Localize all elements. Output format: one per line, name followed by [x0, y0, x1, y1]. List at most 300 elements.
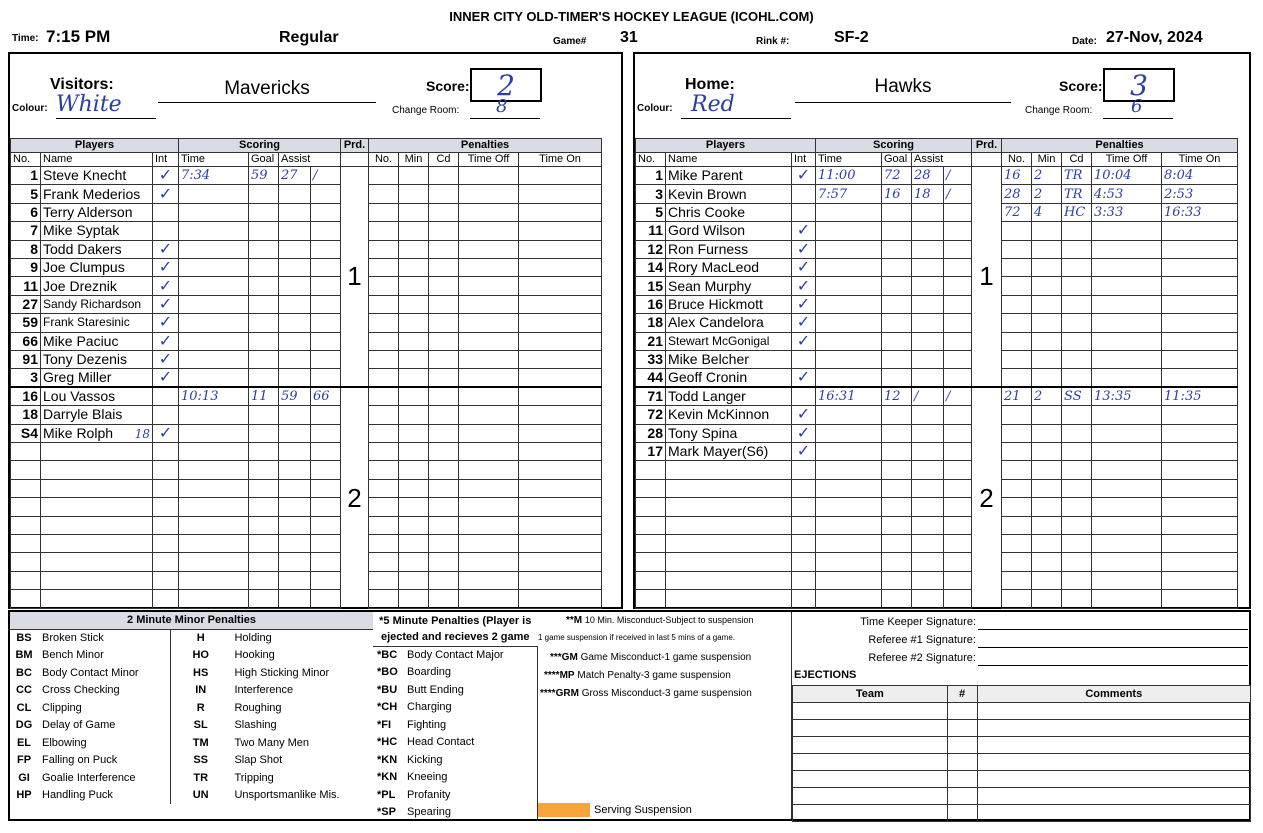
minor-code: TM [192, 736, 209, 749]
major-name: Profanity [403, 786, 538, 804]
visitors-col-goal: Goal [249, 153, 279, 167]
visitors-scoring-time [179, 443, 249, 461]
home-scoring-time: 16:31 [816, 387, 882, 406]
visitors-scoring-goal [249, 571, 279, 589]
home-player-name: Kevin McKinnon [666, 406, 792, 424]
visitors-penalty-on [519, 516, 602, 534]
home-penalty-no: 21 [1002, 387, 1032, 406]
home-score-label: Score: [1059, 78, 1103, 94]
home-penalty-min [1032, 350, 1062, 368]
visitors-header-scoring: Scoring [179, 139, 341, 153]
home-col-no: No. [636, 153, 666, 167]
home-penalty-off [1092, 443, 1162, 461]
visitors-scoring-time [179, 479, 249, 497]
visitors-scoring-goal [249, 369, 279, 388]
home-scoring-time [816, 332, 882, 350]
visitors-player-int [153, 387, 179, 406]
ejections-table [792, 685, 1251, 822]
home-player-name [666, 479, 792, 497]
visitors-player-int [153, 203, 179, 221]
visitors-penalty-min [399, 571, 429, 589]
visitors-scoring-time [179, 350, 249, 368]
minor-name: Two Many Men [234, 736, 310, 749]
visitors-player-name [41, 516, 153, 534]
home-player-int: ✓ [792, 167, 816, 185]
visitors-penalty-min [399, 461, 429, 479]
home-penalty-on: 11:35 [1162, 387, 1238, 406]
home-penalty-cd [1062, 498, 1092, 516]
visitors-scoring-time [179, 258, 249, 276]
home-player-no [636, 590, 666, 608]
home-player-int [792, 387, 816, 406]
home-penalty-on [1162, 590, 1238, 608]
visitors-header-players: Players [11, 139, 179, 153]
home-penalty-no [1002, 369, 1032, 388]
visitors-penalty-min [399, 498, 429, 516]
home-penalty-cd [1062, 516, 1092, 534]
home-scoring-goal: 72 [882, 167, 912, 185]
home-penalty-on [1162, 553, 1238, 571]
visitors-player-int: ✓ [153, 277, 179, 295]
minor-name: Cross Checking [38, 682, 170, 700]
home-team-name: Hawks [874, 76, 932, 97]
visitors-penalty-min [399, 479, 429, 497]
visitors-penalty-no [369, 553, 399, 571]
home-player-int: ✓ [792, 406, 816, 424]
home-penalty-min: 2 [1032, 185, 1062, 203]
visitors-penalty-no [369, 443, 399, 461]
visitors-scoring-a2 [311, 295, 341, 313]
home-player-name [666, 571, 792, 589]
visitors-col-cd: Cd [429, 153, 459, 167]
visitors-scoring-a1 [279, 406, 311, 424]
major-name: Boarding [403, 664, 538, 682]
home-scoring-goal: 16 [882, 185, 912, 203]
visitors-scoring-goal [249, 277, 279, 295]
visitors-penalty-no [369, 535, 399, 553]
major-code: *BO [377, 666, 398, 679]
visitors-penalty-on [519, 185, 602, 203]
home-penalty-on [1162, 571, 1238, 589]
visitors-penalty-off [459, 461, 519, 479]
minor-name: High Sticking Minor [234, 666, 330, 679]
home-panel [633, 52, 1251, 609]
home-player-name: Mike Parent [666, 167, 792, 185]
visitors-penalty-cd [429, 590, 459, 608]
major-code: *BC [377, 649, 398, 661]
visitors-penalty-on [519, 222, 602, 240]
home-penalty-no [1002, 258, 1032, 276]
visitors-player-name: Todd Dakers [41, 240, 153, 258]
visitors-penalty-min [399, 185, 429, 203]
visitors-penalty-cd [429, 222, 459, 240]
visitors-scoring-a2 [311, 222, 341, 240]
visitors-scoring-a1 [279, 295, 311, 313]
visitors-scoring-a2 [311, 314, 341, 332]
visitors-penalty-off [459, 258, 519, 276]
home-penalty-min [1032, 553, 1062, 571]
visitors-scoring-a2 [311, 369, 341, 388]
home-player-name: Chris Cooke [666, 203, 792, 221]
home-scoring-a2 [944, 222, 972, 240]
visitors-penalty-min [399, 424, 429, 442]
visitors-penalty-off [459, 350, 519, 368]
home-penalty-on: 2:53 [1162, 185, 1238, 203]
visitors-scoring-a2 [311, 406, 341, 424]
home-player-no: 21 [636, 332, 666, 350]
home-penalty-cd: HC [1062, 203, 1092, 221]
rink-label: Rink #: [756, 36, 790, 47]
visitors-scoring-goal [249, 406, 279, 424]
visitors-player-name [41, 461, 153, 479]
home-penalty-off [1092, 479, 1162, 497]
home-penalty-no [1002, 479, 1032, 497]
visitors-scoring-time [179, 424, 249, 442]
visitors-scoring-a1 [279, 369, 311, 388]
visitors-scoring-a1 [279, 571, 311, 589]
visitors-scoring-goal [249, 590, 279, 608]
visitors-scoring-goal [249, 443, 279, 461]
visitors-player-name: Mike Rolph 18 [41, 424, 153, 442]
home-player-no: 33 [636, 350, 666, 368]
visitors-penalty-off [459, 314, 519, 332]
home-penalty-on [1162, 277, 1238, 295]
home-penalty-cd [1062, 461, 1092, 479]
visitors-scoring-a1 [279, 203, 311, 221]
home-scoring-a2 [944, 590, 972, 608]
visitors-scoring-a1 [279, 240, 311, 258]
home-grid [635, 138, 1238, 609]
visitors-player-int [153, 479, 179, 497]
game-number-label: Game# [553, 36, 587, 47]
home-penalty-min [1032, 571, 1062, 589]
minor-name: Hooking [234, 649, 275, 662]
visitors-player-name [41, 535, 153, 553]
visitors-scoring-a2 [311, 277, 341, 295]
minor-code: BS [16, 632, 32, 644]
home-scoring-a1 [912, 332, 944, 350]
home-penalty-min [1032, 369, 1062, 388]
visitors-penalty-cd [429, 350, 459, 368]
home-player-int [792, 571, 816, 589]
visitors-penalty-no [369, 479, 399, 497]
ejection-cell [793, 788, 948, 805]
visitors-penalty-on [519, 350, 602, 368]
home-player-int: ✓ [792, 240, 816, 258]
home-scoring-time: 7:57 [816, 185, 882, 203]
visitors-penalty-on [519, 479, 602, 497]
home-scoring-goal [882, 553, 912, 571]
visitors-scoring-time [179, 461, 249, 479]
visitors-col-time_on: Time On [519, 153, 602, 167]
visitors-player-no: 91 [11, 350, 41, 368]
visitors-penalty-no [369, 185, 399, 203]
visitors-penalty-no [369, 277, 399, 295]
visitors-player-int [153, 590, 179, 608]
home-scoring-goal [882, 590, 912, 608]
visitors-scoring-a1: 59 [279, 387, 311, 406]
home-player-no [636, 553, 666, 571]
home-penalty-min [1032, 498, 1062, 516]
home-score: 3 [1130, 69, 1148, 102]
game-misconduct-code: ***GM [550, 652, 578, 663]
minor-code: BC [16, 666, 32, 679]
ejection-cell [793, 737, 948, 754]
home-penalty-no: 16 [1002, 167, 1032, 185]
home-penalty-on [1162, 498, 1238, 516]
visitors-penalty-off [459, 479, 519, 497]
visitors-player-name: Sandy Richardson [41, 295, 153, 313]
home-penalty-off: 10:04 [1092, 167, 1162, 185]
header [0, 0, 1263, 52]
minor-code: SS [193, 754, 209, 767]
visitors-scoring-goal [249, 240, 279, 258]
home-penalty-no [1002, 443, 1032, 461]
home-room-label: Change Room: [1025, 105, 1093, 116]
home-player-int: ✓ [792, 295, 816, 313]
home-player-no: 16 [636, 295, 666, 313]
visitors-penalty-min [399, 240, 429, 258]
home-penalty-off: 13:35 [1092, 387, 1162, 406]
home-player-name: Alex Candelora [666, 314, 792, 332]
home-player-no: 15 [636, 277, 666, 295]
major-code: *KN [377, 753, 398, 766]
visitors-scoring-a1 [279, 553, 311, 571]
minor-code: TR [193, 771, 209, 784]
visitors-player-name [41, 443, 153, 461]
home-penalty-no [1002, 332, 1032, 350]
misconduct-note: 1 game suspension if received in last 5 mins of a game. [538, 633, 735, 642]
visitors-penalty-no [369, 498, 399, 516]
major-name: Head Contact [403, 734, 538, 752]
home-scoring-goal [882, 258, 912, 276]
minor-name: Bench Minor [38, 647, 170, 665]
minor-code: HO [192, 649, 209, 662]
ejection-cell [977, 771, 1250, 788]
visitors-grid [10, 138, 602, 609]
visitors-penalty-cd [429, 553, 459, 571]
visitors-player-int: ✓ [153, 314, 179, 332]
minor-name: Interference [234, 684, 294, 697]
major-name: Fighting [403, 716, 538, 734]
visitors-penalty-off [459, 222, 519, 240]
home-scoring-a1 [912, 406, 944, 424]
visitors-scoring-a2: 66 [311, 387, 341, 406]
home-player-name [666, 498, 792, 516]
home-scoring-a2 [944, 258, 972, 276]
legend [8, 610, 1251, 821]
home-player-no [636, 479, 666, 497]
home-scoring-a1 [912, 369, 944, 388]
home-penalty-min [1032, 479, 1062, 497]
visitors-player-no: 1 [11, 167, 41, 185]
visitors-player-int [153, 406, 179, 424]
visitors-penalty-off [459, 240, 519, 258]
home-scoring-time [816, 571, 882, 589]
home-penalty-cd [1062, 314, 1092, 332]
home-penalty-cd [1062, 222, 1092, 240]
visitors-label: Visitors: [50, 76, 114, 93]
visitors-penalty-off [459, 553, 519, 571]
minor-name: Clipping [38, 699, 170, 717]
home-player-int [792, 516, 816, 534]
game-number: 31 [620, 29, 638, 46]
visitors-penalty-no [369, 350, 399, 368]
home-player-name [666, 535, 792, 553]
home-penalty-off [1092, 461, 1162, 479]
majors-title-2: ejected and recieves 2 game [373, 629, 538, 646]
home-col-int: Int [792, 153, 816, 167]
home-scoring-a1 [912, 203, 944, 221]
home-penalty-off [1092, 369, 1162, 388]
home-scoring-a1 [912, 571, 944, 589]
ejection-cell [977, 805, 1250, 822]
visitors-penalty-off [459, 516, 519, 534]
visitors-penalty-cd [429, 571, 459, 589]
home-scoring-goal [882, 571, 912, 589]
ejection-cell [947, 788, 977, 805]
visitors-scoring-goal [249, 314, 279, 332]
visitors-penalty-cd [429, 479, 459, 497]
visitors-penalty-no [369, 332, 399, 350]
visitors-scoring-goal [249, 185, 279, 203]
home-penalty-off [1092, 222, 1162, 240]
home-scoring-time [816, 406, 882, 424]
visitors-penalty-no [369, 387, 399, 406]
visitors-scoring-a1 [279, 222, 311, 240]
ejection-cell [977, 754, 1250, 771]
home-penalty-no [1002, 277, 1032, 295]
home-player-int [792, 590, 816, 608]
visitors-player-int: ✓ [153, 332, 179, 350]
home-scoring-time [816, 590, 882, 608]
misconduct-code: **M [566, 615, 583, 626]
home-scoring-a2 [944, 461, 972, 479]
visitors-scoring-time [179, 590, 249, 608]
visitors-scoring-time [179, 498, 249, 516]
home-col-time_off: Time Off [1092, 153, 1162, 167]
home-scoring-goal [882, 295, 912, 313]
visitors-scoring-goal [249, 203, 279, 221]
home-scoring-a1 [912, 258, 944, 276]
visitors-penalty-on [519, 424, 602, 442]
home-penalty-min: 4 [1032, 203, 1062, 221]
home-scoring-a1: 28 [912, 167, 944, 185]
visitors-player-name: Greg Miller [41, 369, 153, 388]
visitors-col-time: Time [179, 153, 249, 167]
minor-name: Broken Stick [38, 629, 170, 647]
visitors-player-name: Darryle Blais [41, 406, 153, 424]
visitors-col-name: Name [41, 153, 153, 167]
home-penalty-on [1162, 240, 1238, 258]
visitors-penalty-no [369, 167, 399, 185]
home-penalty-cd: SS [1062, 387, 1092, 406]
home-penalty-cd [1062, 479, 1092, 497]
ejection-cell [947, 805, 977, 822]
home-scoring-a1 [912, 424, 944, 442]
home-scoring-goal [882, 350, 912, 368]
visitors-scoring-goal [249, 332, 279, 350]
visitors-header-penalties: Penalties [369, 139, 602, 153]
visitors-player-no: 7 [11, 222, 41, 240]
home-penalty-off [1092, 332, 1162, 350]
minor-code: UN [192, 789, 209, 802]
visitors-scoring-time [179, 314, 249, 332]
home-penalty-cd [1062, 424, 1092, 442]
visitors-penalty-cd [429, 406, 459, 424]
visitors-penalty-no [369, 314, 399, 332]
home-scoring-time [816, 479, 882, 497]
home-penalty-cd [1062, 350, 1092, 368]
visitors-penalty-off [459, 443, 519, 461]
home-col-pno: No. [1002, 153, 1032, 167]
visitors-penalty-off [459, 424, 519, 442]
home-scoring-a1: / [912, 387, 944, 406]
visitors-penalty-cd [429, 167, 459, 185]
visitors-penalty-cd [429, 498, 459, 516]
home-scoring-goal: 12 [882, 387, 912, 406]
home-player-int [792, 553, 816, 571]
visitors-scoring-time [179, 240, 249, 258]
visitors-penalty-off [459, 387, 519, 406]
home-player-no: 11 [636, 222, 666, 240]
minor-name: Elbowing [38, 734, 170, 752]
ejection-cell [947, 720, 977, 737]
visitors-player-name: Steve Knecht [41, 167, 153, 185]
home-player-no [636, 571, 666, 589]
visitors-player-name [41, 498, 153, 516]
visitors-scoring-a1 [279, 277, 311, 295]
home-scoring-goal [882, 277, 912, 295]
visitors-penalty-cd [429, 314, 459, 332]
home-scoring-time [816, 350, 882, 368]
visitors-penalty-min [399, 314, 429, 332]
home-col-name: Name [666, 153, 792, 167]
visitors-penalty-min [399, 369, 429, 388]
visitors-scoring-a2 [311, 203, 341, 221]
home-scoring-a1: 18 [912, 185, 944, 203]
visitors-scoring-a2 [311, 240, 341, 258]
referee1-signature-label: Referee #1 Signature: [868, 634, 976, 646]
ejection-cell [947, 737, 977, 754]
home-player-no [636, 516, 666, 534]
ejection-cell [947, 703, 977, 720]
minor-name: Unsportsmanlike Mis. [234, 789, 340, 802]
home-penalty-off: 3:33 [1092, 203, 1162, 221]
home-scoring-a1 [912, 498, 944, 516]
home-penalty-on: 16:33 [1162, 203, 1238, 221]
home-scoring-a2 [944, 553, 972, 571]
home-player-no: 28 [636, 424, 666, 442]
home-player-int [792, 461, 816, 479]
visitors-player-int [153, 222, 179, 240]
league-title: INNER CITY OLD-TIMER'S HOCKEY LEAGUE (ICOHL.COM) [449, 9, 814, 24]
home-player-name [666, 553, 792, 571]
visitors-scoring-a2 [311, 516, 341, 534]
visitors-scoring-a2 [311, 553, 341, 571]
visitors-scoring-a2 [311, 350, 341, 368]
minor-name: Body Contact Minor [38, 664, 170, 682]
visitors-player-no [11, 479, 41, 497]
home-scoring-goal [882, 443, 912, 461]
game-type: Regular [279, 29, 339, 46]
home-penalty-off: 4:53 [1092, 185, 1162, 203]
visitors-scoring-a2 [311, 571, 341, 589]
visitors-player-no: 27 [11, 295, 41, 313]
home-header-scoring: Scoring [816, 139, 972, 153]
visitors-scoring-a1 [279, 535, 311, 553]
home-scoring-a1 [912, 479, 944, 497]
